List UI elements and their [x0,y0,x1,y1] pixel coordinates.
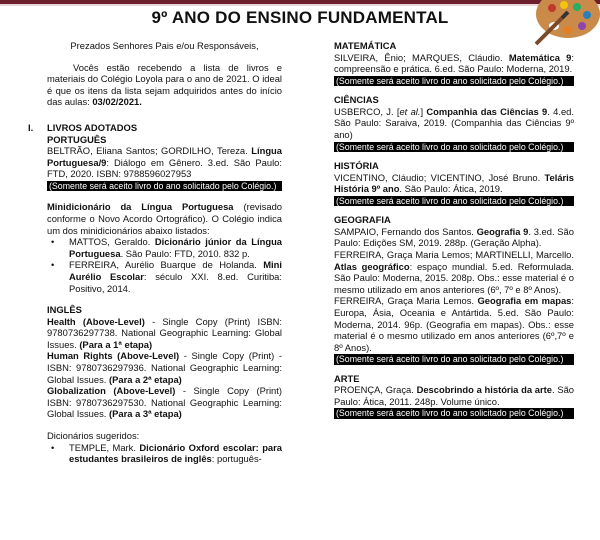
item-title: Mini Aurélio Escolar [69,259,282,282]
subject-heading-portugues: PORTUGUÊS [47,133,107,145]
paint-dot [564,26,572,34]
book-authors: PROENÇA, Graça. [334,384,417,396]
notice-banner: (Somente será aceito livro do ano solicitado pelo Colégio.) [334,408,574,418]
book-entry [47,316,282,351]
book-stage: (Para a 2ª etapa) [109,373,182,385]
book-authors: SAMPAIO, Fernando dos Santos. [334,225,477,237]
list-item [47,259,282,294]
book-title: Geografia 9 [476,225,529,237]
subject-heading: ARTE [334,372,360,384]
subject-heading: GEOGRAFIA [334,214,391,226]
minidicionario-list [47,236,282,294]
list-item [47,442,282,465]
greeting: Prezados Senhores Pais e/ou Responsáveis, [70,40,259,51]
item-authors: TEMPLE, Mark. [69,441,140,453]
list-item [47,236,282,259]
minidic-title: Minidicionário da Língua Portuguesa [47,201,234,213]
book-entry [334,249,574,295]
bullet-icon: • [51,441,55,453]
book-stage: (Para a 1ª etapa) [79,338,153,350]
paint-dot [560,1,568,9]
book-title: Matemática 9 [508,51,572,63]
book-details: . 3.ed. São Paulo: Edições SM, 2019. 288p. (Geração Alpha). [334,225,574,249]
subject-heading-ingles: INGLÊS [47,304,82,316]
subject-heading: CIÊNCIAS [334,94,379,106]
book-details: - Single Copy (Print) ISBN: 9780736297530. National Geographic Learning: Global Issues. [47,385,282,420]
item-authors: MATTOS, Geraldo. [69,236,155,248]
book-details: : Diálogo em Gênero. 3.ed. São Paulo: FTD, 2020. ISBN: 9788596027953 [47,156,282,180]
book-details: - Single Copy (Print) ISBN: 9780736297738. National Geographic Learning: Global Issues. [47,315,282,350]
book-stage: (Para a 3ª etapa) [109,408,182,420]
item-details: : século XXI. 8.ed. Curitiba: Positivo, 2014. [69,270,282,294]
section-heading [28,121,282,134]
intro-paragraph [47,62,282,108]
book-authors: SILVEIRA, Ênio; MARQUES, Cláudio. [334,51,509,63]
book-title: Human Rights (Above-Level) [47,350,180,362]
book-details: : Europa, Ásia, Oceania e Antártida. 5.ed. São Paulo: Moderna, 2014. 96p. (Geografia em mapas). Obs.: esse material é o mesmo utilizado em anos anteriores (6º,7º e 8º Anos). [334,295,574,353]
bullet-icon: • [51,259,55,271]
book-authors-end: ] [420,105,427,117]
paint-dot [583,11,591,19]
dicionarios-list [47,442,282,465]
paint-dot [548,4,556,12]
book-authors: FERREIRA, Graça Maria Lemos. [334,295,478,307]
subject-heading: MATEMÁTICA [334,40,397,51]
subject-block-historia [334,160,574,206]
intro-text: Vocês estão recebendo a lista de livros e materiais do Colégio Loyola para o ano de 2021. O ideal é que os itens da lista sejam adquiridos antes do início das aulas: [47,61,282,108]
intro-date: 03/02/2021. [92,96,142,108]
book-details: : espaço mundial. 5.ed. Reformulada. São Paulo: Moderna, 2015. 208p. Obs.: esse material é o mesmo utilizado em anos anteriores (6º, 7º e 8º Anos). [334,260,575,295]
left-column [28,40,283,465]
subject-block-geografia [334,214,574,365]
book-entry [47,145,282,180]
notice-banner: (Somente será aceito livro do ano solicitado pelo Colégio.) [47,181,282,191]
notice-banner: (Somente será aceito livro do ano solicitado pelo Colégio.) [334,142,574,152]
right-column [334,40,574,419]
notice-banner: (Somente será aceito livro do ano solicitado pelo Colégio.) [334,196,574,206]
book-title: Geografia em mapas [477,295,572,307]
subject-block-matematica [334,40,574,86]
minidicionario-paragraph [47,201,282,236]
book-entry [334,106,574,141]
book-title: Atlas geográfico [334,260,410,272]
item-details: : português- [211,453,262,465]
paint-dot [573,3,581,11]
book-entry [334,384,574,407]
bullet-icon: • [51,236,55,248]
item-title: Dicionário Oxford escolar: para estudantes brasileiros de inglês [69,441,282,465]
section-numeral: I. [28,121,34,133]
page-title: 9º ANO DO ENSINO FUNDAMENTAL [151,8,449,27]
book-details: - Single Copy (Print) - ISBN: 9780736297936. National Geographic Learning: Global Issues. [47,350,283,385]
book-entry [334,226,574,249]
notice-banner: (Somente será aceito livro do ano solicitado pelo Colégio.) [334,354,574,364]
book-title: Teláris História 9º ano [334,171,574,195]
book-et-al: et al. [399,105,421,117]
minidic-text: (revisado conforme o Novo Acordo Ortográfico). O Colégio indica um dos minidicionários abaixo listados: [47,201,283,236]
notice-banner: (Somente será aceito livro do ano solicitado pelo Colégio.) [334,76,574,86]
book-details: . São Paulo: Ática, 2019. [399,183,503,195]
book-authors: USBERCO, J. [ [334,105,400,117]
subject-heading: HISTÓRIA [334,159,379,171]
book-authors: BELTRÃO, Eliana Santos; GORDILHO, Tereza. [47,145,252,157]
book-details: . São Paulo: Ática, 2011. 248p. Volume único. [334,384,574,407]
book-authors: FERREIRA, Graça Maria Lemos; MARTINELLI, Marcello. [334,248,574,260]
book-title: Descobrindo a história da arte [416,384,552,396]
book-details: : compreensão e prática. 6.ed. São Paulo: Moderna, 2019. [334,51,574,75]
item-details: . São Paulo: FTD, 2010. 832 p. [120,247,250,259]
book-title: Companhia das Ciências 9 [426,105,548,117]
item-authors: FERREIRA, Aurélio Buarque de Holanda. [69,259,264,271]
item-title: Dicionário júnior da Língua Portuguesa [69,236,283,259]
book-entry [334,172,574,195]
dicionarios-label: Dicionários sugeridos: [47,430,140,442]
book-entry [334,295,574,353]
subject-block-ciencias [334,94,574,152]
section-title: LIVROS ADOTADOS [47,121,138,133]
book-entry [334,52,574,75]
book-authors: VICENTINO, Cláudio; VICENTINO, José Bruno. [334,171,545,183]
book-details: . 4.ed. São Paulo: Saraiva, 2019. (Companhia das Ciências 9º ano) [334,105,574,140]
subject-block-arte [334,373,574,419]
book-entry [47,350,282,385]
top-accent-fade [0,4,600,6]
book-title: Health (Above-Level) [47,315,145,327]
book-entry [47,385,282,420]
book-title: Globalization (Above-Level) [47,385,176,397]
book-title: Língua Portuguesa/9 [47,145,282,168]
paint-dot [578,22,586,30]
